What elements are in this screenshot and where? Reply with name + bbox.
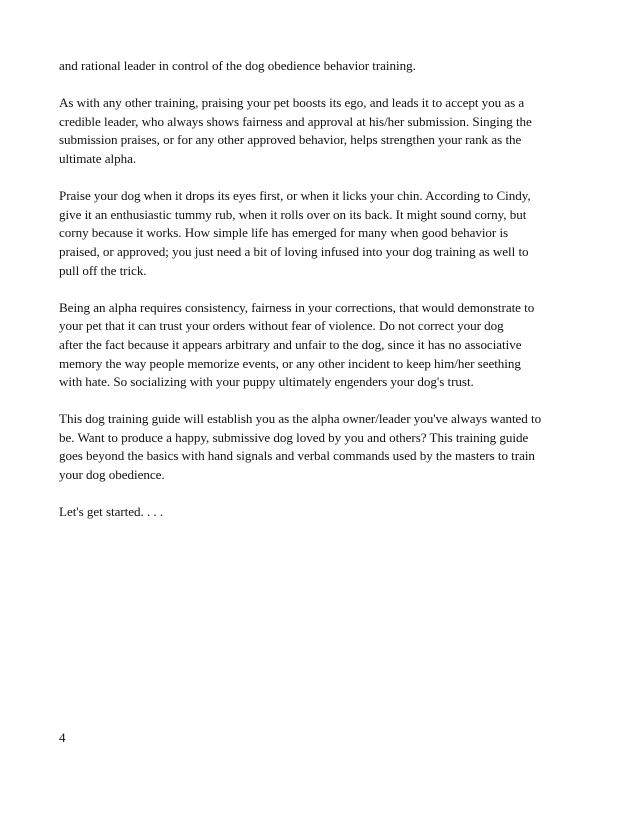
page-number: 4 xyxy=(59,730,66,745)
paragraph-5 xyxy=(59,410,579,484)
text-line: This dog training guide will establish you as the alpha owner/leader you've always wanted to xyxy=(59,411,542,427)
text-line: Being an alpha requires consistency, fairness in your corrections, that would demonstrate to xyxy=(59,299,535,315)
paragraph-1 xyxy=(59,57,579,76)
text-line: your pet that it can trust your orders without fear of violence. Do not correct your dog xyxy=(59,318,504,334)
paragraph-3 xyxy=(59,187,579,280)
text-line: give it an enthusiastic tummy rub, when it rolls over on its back. It might sound corny, but xyxy=(59,206,527,222)
paragraph-6 xyxy=(59,503,579,522)
text-line: after the fact because it appears arbitrary and unfair to the dog, since it has no associative xyxy=(59,336,522,352)
paragraph-4 xyxy=(59,299,579,392)
text-line: corny because it works. How simple life has emerged for many when good behavior is xyxy=(59,225,509,241)
text-line: praised, or approved; you just need a bit of loving infused into your dog training as well to xyxy=(59,243,529,259)
body-text xyxy=(59,57,579,540)
text-line: pull off the trick. xyxy=(59,262,147,278)
text-line: ultimate alpha. xyxy=(59,150,137,166)
text-line: be. Want to produce a happy, submissive dog loved by you and others? This training guide xyxy=(59,429,529,445)
text-line: Praise your dog when it drops its eyes first, or when it licks your chin. According to Cindy, xyxy=(59,188,531,204)
text-line: memory the way people memorize events, or any other incident to keep him/her seething xyxy=(59,355,521,371)
text-line: your dog obedience. xyxy=(59,467,165,483)
text-line: credible leader, who always shows fairness and approval at his/her submission. Singing the xyxy=(59,113,532,129)
paragraph-2 xyxy=(59,94,579,168)
text-line: goes beyond the basics with hand signals and verbal commands used by the masters to train xyxy=(59,448,535,464)
text-line: submission praises, or for any other approved behavior, helps strengthen your rank as the xyxy=(59,132,522,148)
text-line: Let's get started. . . . xyxy=(59,504,164,520)
text-line: with hate. So socializing with your puppy ultimately engenders your dog's trust. xyxy=(59,374,474,390)
text-line: and rational leader in control of the dog obedience behavior training. xyxy=(59,58,416,73)
text-line: As with any other training, praising your pet boosts its ego, and leads it to accept you as a xyxy=(59,95,525,111)
